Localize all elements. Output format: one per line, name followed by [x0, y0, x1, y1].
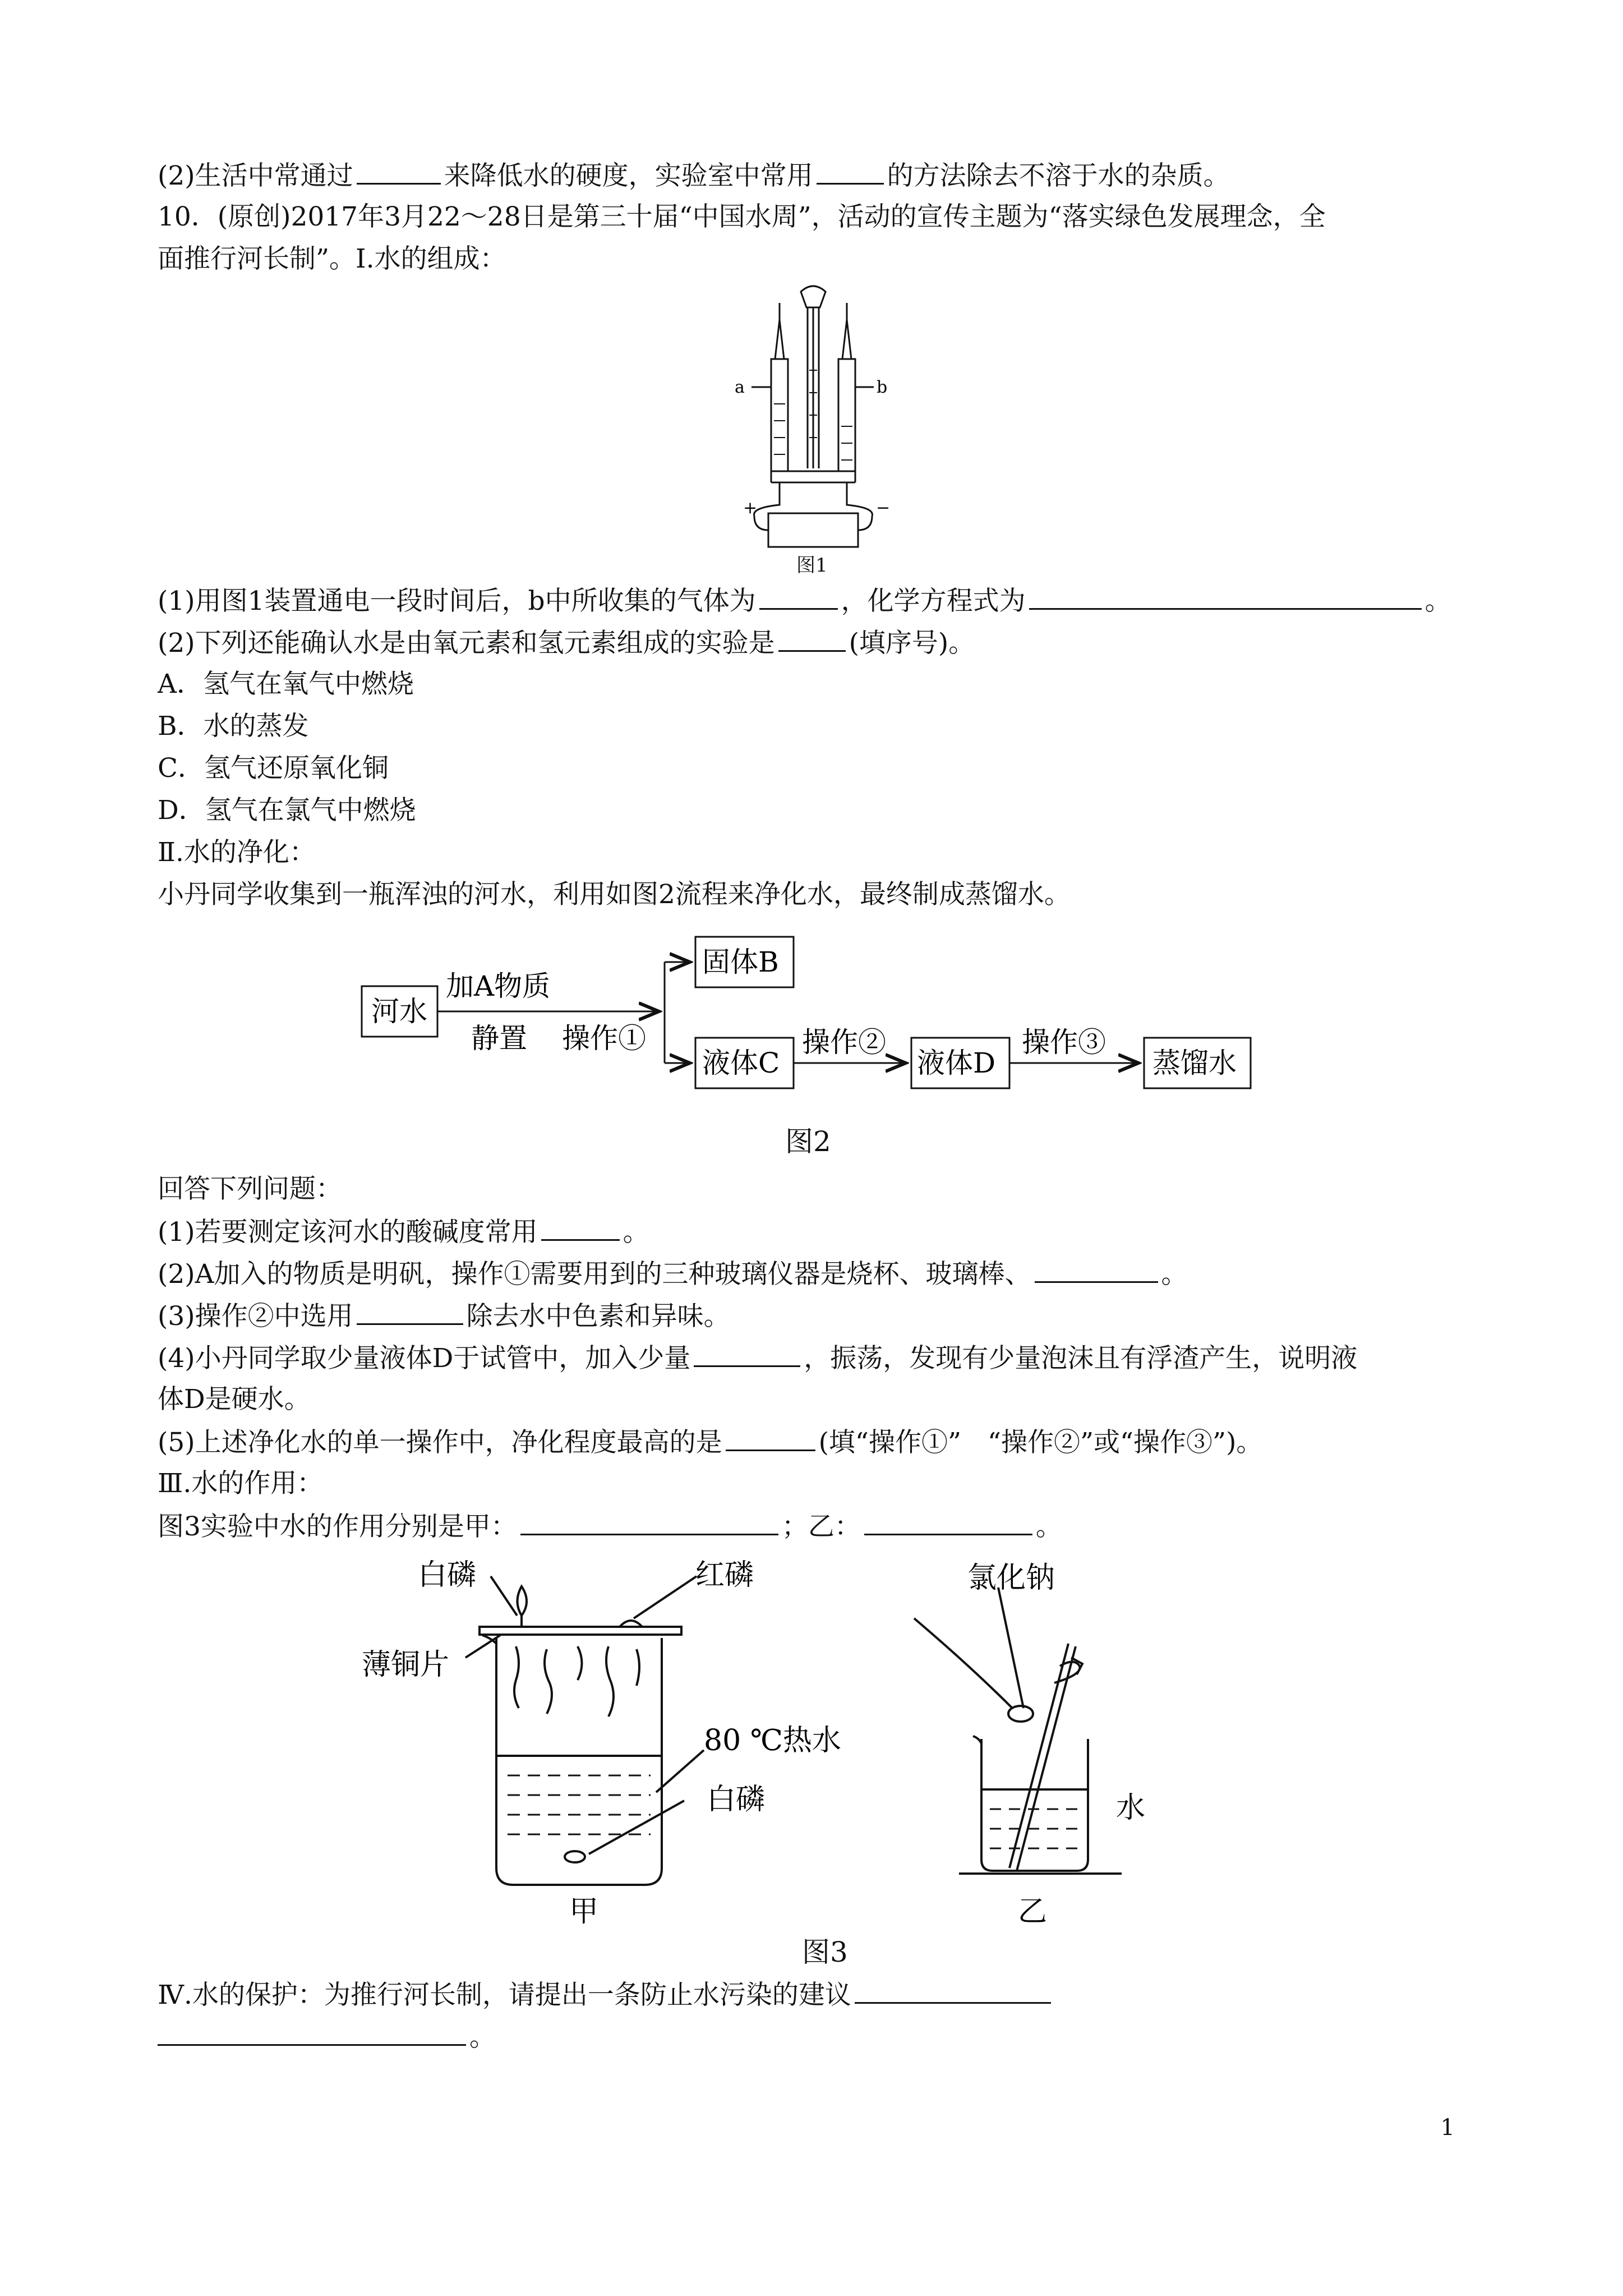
nacl-label: 氯化钠 — [967, 1561, 1055, 1595]
answer-blank[interactable] — [520, 1509, 778, 1535]
option-d: D．氢气在氯气中燃烧 — [158, 795, 416, 826]
text: (填序号)。 — [849, 628, 975, 659]
answer-prompt: 回答下列问题： — [158, 1174, 342, 1204]
question-10-2-4-cont: 体D是硬水。 — [158, 1384, 311, 1415]
option-b: B．水的蒸发 — [158, 711, 309, 742]
question-10-2-1 — [158, 1214, 649, 1249]
text: (填“操作①” “操作②”或“操作③”)。 — [818, 1427, 1263, 1458]
text: 除去水中色素和异味。 — [466, 1301, 730, 1332]
figure-1-electrolysis — [729, 280, 897, 578]
text: 。 — [623, 1217, 649, 1248]
question-9-2 — [158, 158, 1230, 193]
jia-label: 甲 — [569, 1895, 599, 1924]
text: (2)下列还能确认水是由氧元素和氢元素组成的实验是 — [158, 628, 775, 659]
label-b: b — [877, 378, 888, 397]
red-phosphorus-label: 红磷 — [695, 1558, 754, 1592]
text: Ⅳ.水的保护：为推行河长制，请提出一条防止水污染的建议 — [158, 1980, 851, 2010]
answer-blank[interactable] — [1029, 583, 1422, 610]
question-10-1-1 — [158, 583, 1451, 618]
answer-blank[interactable] — [357, 1299, 463, 1325]
section-4 — [158, 1977, 1054, 2012]
text: 。 — [469, 2022, 496, 2053]
section-3-heading: Ⅲ.水的作用： — [158, 1468, 324, 1499]
distilled-water-label: 蒸馏水 — [1152, 1047, 1237, 1079]
answer-blank[interactable] — [1035, 1257, 1158, 1283]
text: (1)若要测定该河水的酸碱度常用 — [158, 1217, 538, 1248]
text: 。 — [1161, 1259, 1188, 1290]
text: ，化学方程式为 — [841, 586, 1026, 616]
text: 的方法除去不溶于水的杂质。 — [887, 160, 1230, 191]
plus-sign: + — [743, 498, 758, 518]
question-10-2-5 — [158, 1425, 1262, 1460]
yi-label: 乙 — [1018, 1895, 1048, 1924]
text: ，振荡，发现有少量泡沫且有浮渣产生，说明液 — [804, 1343, 1358, 1374]
question-10-3 — [158, 1509, 1062, 1544]
section-2-heading: Ⅱ.水的净化： — [158, 837, 316, 868]
option-a: A．氢气在氧气中燃烧 — [158, 669, 414, 700]
answer-blank[interactable] — [778, 625, 846, 652]
figure-3-experiments — [353, 1554, 1166, 1924]
question-10-intro: 10．(原创)2017年3月22～28日是第三十届“中国水周”，活动的宣传主题为“落实绿色发展理念，全 — [158, 201, 1326, 232]
settle-label: 静置 — [471, 1022, 527, 1055]
text: 图3实验中水的作用分别是甲： — [158, 1511, 517, 1542]
solid-b-label: 固体B — [702, 946, 779, 978]
text: (4)小丹同学取少量液体D于试管中，加入少量 — [158, 1343, 691, 1374]
liquid-c-label: 液体C — [702, 1047, 780, 1079]
figure-1-caption: 图1 — [796, 554, 828, 577]
white-phosphorus-bottom-label: 白磷 — [707, 1783, 766, 1816]
section-4-cont — [158, 2019, 496, 2054]
text: (3)操作②中选用 — [158, 1301, 353, 1332]
text: (5)上述净化水的单一操作中，净化程度最高的是 — [158, 1427, 722, 1458]
text: ；乙： — [781, 1511, 861, 1542]
add-a-label: 加A物质 — [446, 970, 551, 1002]
answer-blank[interactable] — [817, 158, 884, 185]
white-phosphorus-top-label: 白磷 — [418, 1558, 477, 1592]
option-c: C．氢气还原氧化铜 — [158, 753, 389, 784]
label-a: a — [735, 378, 745, 397]
copper-plate-label: 薄铜片 — [362, 1648, 450, 1682]
answer-blank[interactable] — [357, 158, 441, 185]
text: 来降低水的硬度，实验室中常用 — [444, 160, 813, 191]
hot-water-label: 80 ℃热水 — [704, 1724, 841, 1757]
text: (1)用图1装置通电一段时间后，b中所收集的气体为 — [158, 586, 756, 616]
op3-label: 操作③ — [1022, 1026, 1106, 1059]
figure-2-flowchart — [353, 926, 1273, 1111]
water-label: 水 — [1116, 1791, 1146, 1825]
answer-blank[interactable] — [759, 583, 838, 610]
text: 。 — [1424, 586, 1451, 616]
question-10-2-2 — [158, 1257, 1188, 1291]
question-10-2-3 — [158, 1299, 730, 1333]
question-10-intro-cont: 面推行河长制”。Ⅰ.水的组成： — [158, 243, 506, 274]
answer-blank[interactable] — [726, 1425, 815, 1451]
answer-blank[interactable] — [694, 1341, 800, 1367]
answer-blank[interactable] — [541, 1214, 620, 1241]
answer-blank[interactable] — [864, 1509, 1032, 1535]
op1-label: 操作① — [562, 1022, 646, 1055]
question-10-2-4 — [158, 1341, 1357, 1375]
figure-2-caption: 图2 — [785, 1125, 831, 1158]
text: 。 — [1035, 1511, 1062, 1542]
question-10-1-2 — [158, 625, 975, 660]
answer-blank[interactable] — [855, 1977, 1051, 2004]
section-2-intro: 小丹同学收集到一瓶浑浊的河水，利用如图2流程来净化水，最终制成蒸馏水。 — [158, 879, 1071, 910]
figure-3-caption: 图3 — [802, 1936, 848, 1968]
liquid-d-label: 液体D — [917, 1047, 996, 1079]
text: (2)A加入的物质是明矾，操作①需要用到的三种玻璃仪器是烧杯、玻璃棒、 — [158, 1259, 1031, 1290]
text: (2)生活中常通过 — [158, 160, 353, 191]
river-water-label: 河水 — [371, 995, 427, 1028]
minus-sign: − — [876, 498, 891, 518]
answer-blank[interactable] — [158, 2019, 466, 2046]
op2-label: 操作② — [802, 1026, 886, 1059]
page-number: 1 — [1440, 2115, 1455, 2141]
